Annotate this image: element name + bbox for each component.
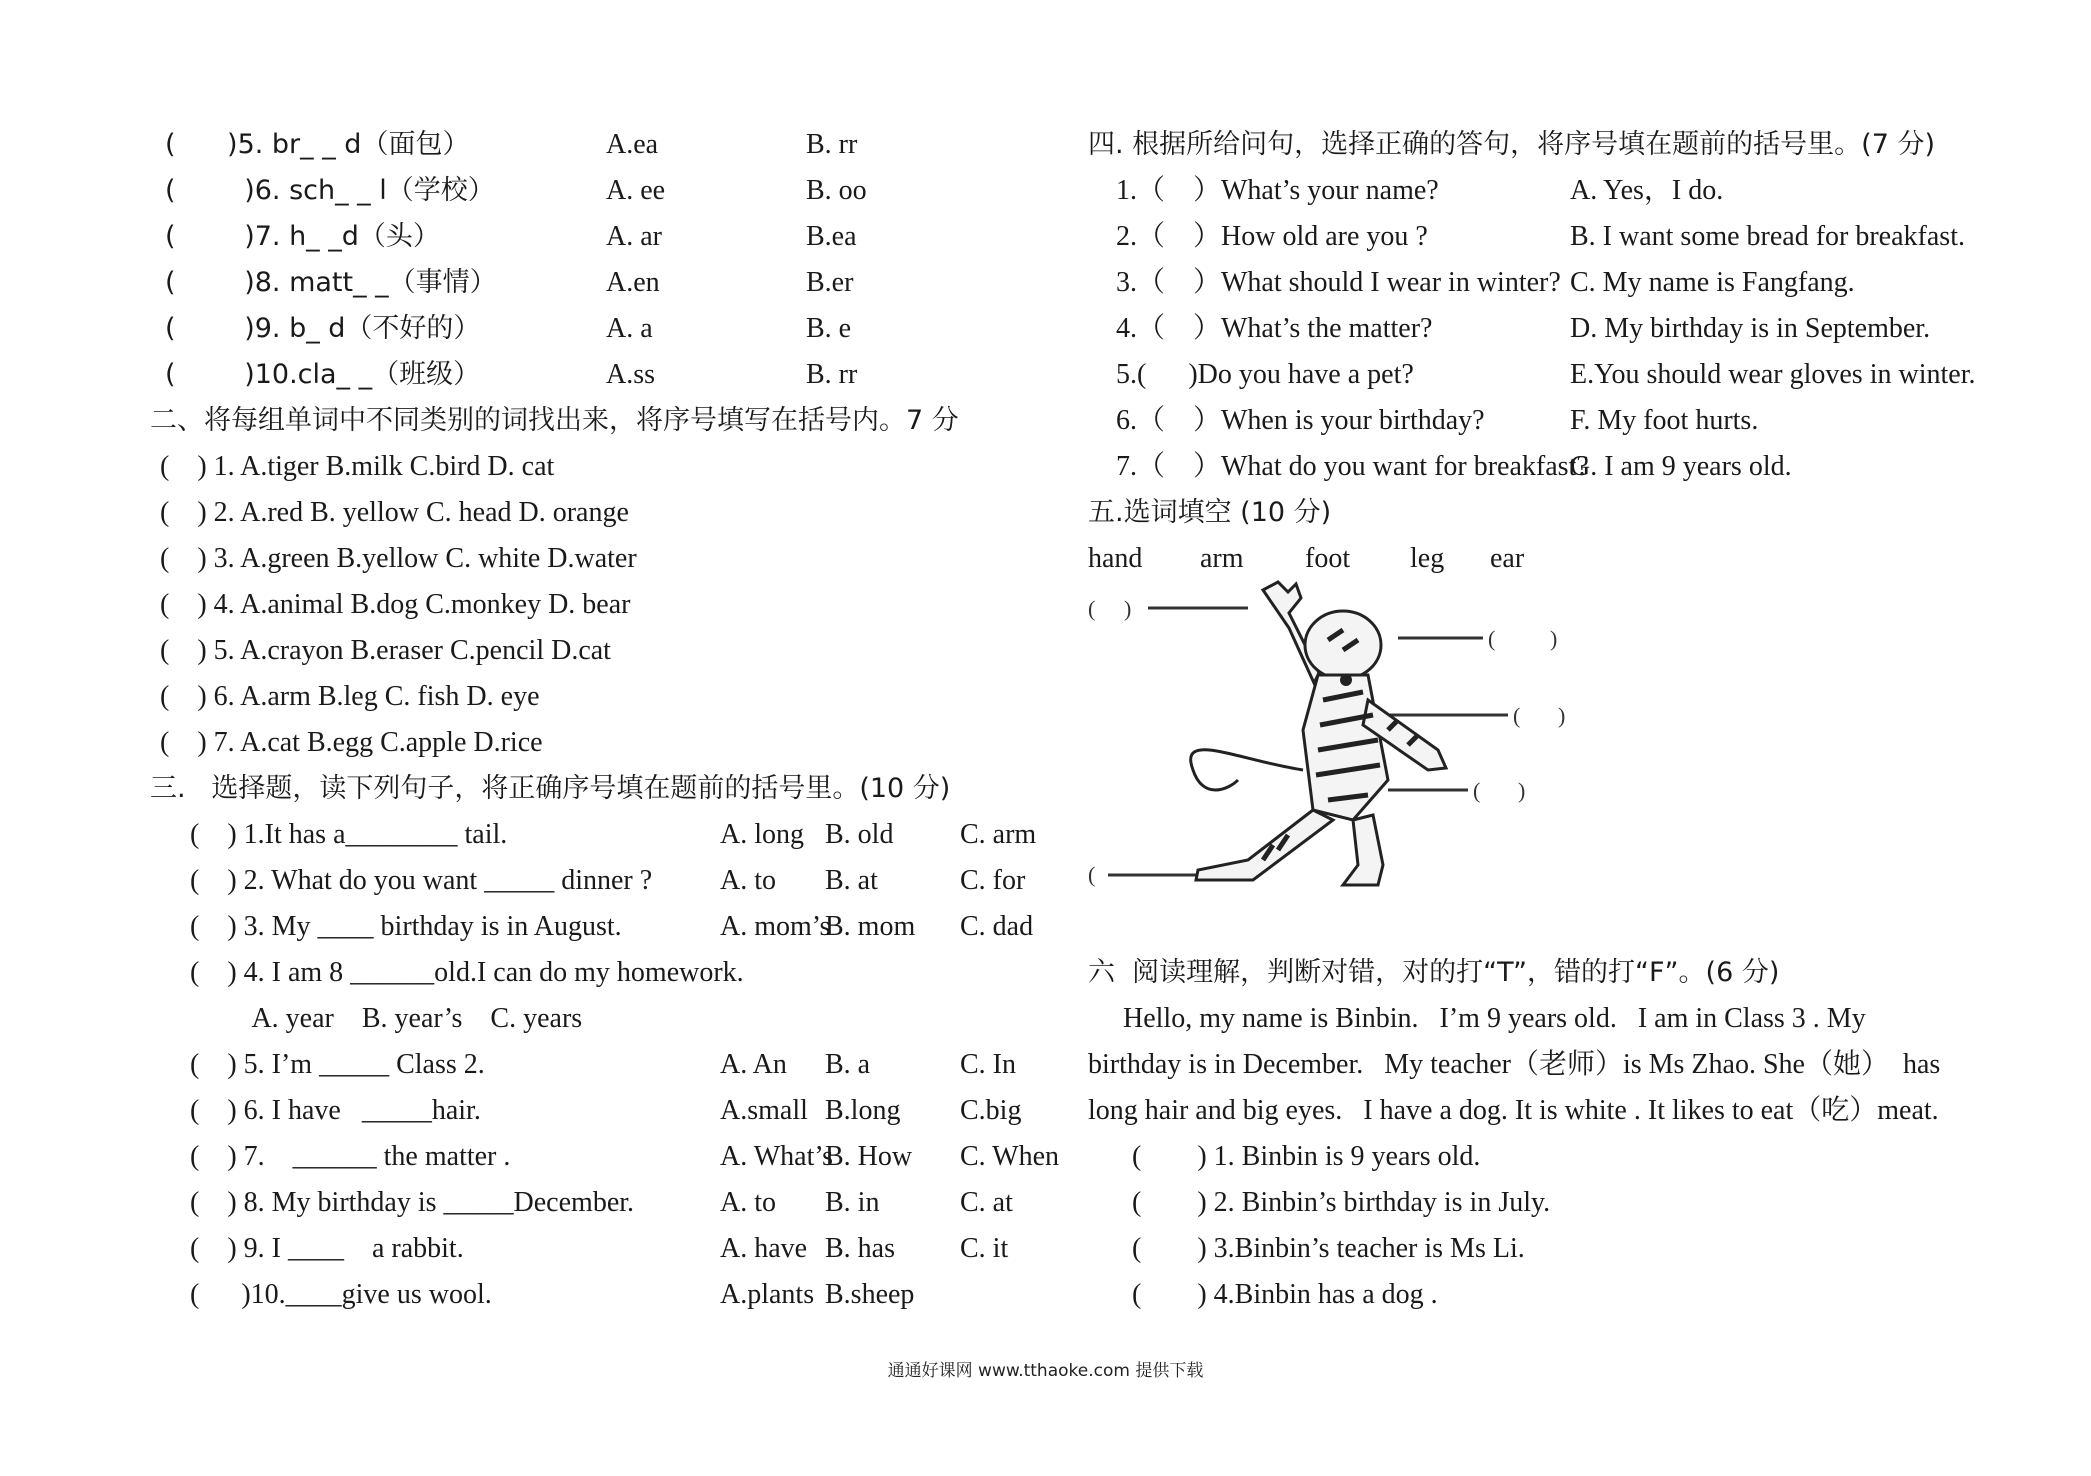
p2-row: ( ) 3. A.green B.yellow C. white D.water — [160, 543, 637, 574]
p6-row: ( ) 3.Binbin’s teacher is Ms Li. — [1132, 1233, 1525, 1264]
p4-answer: A. Yes，I do. — [1570, 175, 1724, 206]
p3-option-b: B. has — [825, 1233, 895, 1264]
svg-text:): ) — [1550, 626, 1558, 651]
p3-question: ( ) 3. My ____ birthday is in August. — [190, 911, 622, 942]
svg-text:(: ( — [1473, 778, 1481, 803]
p2-row: ( ) 5. A.crayon B.eraser C.pencil D.cat — [160, 635, 611, 666]
p1-option-b: B.ea — [806, 221, 857, 252]
p3-option-a: A. to — [720, 1187, 776, 1218]
p4-question: 7.（ ）What do you want for breakfast? — [1116, 451, 1589, 482]
p4-question: 3.（ ）What should I wear in winter? — [1116, 267, 1561, 298]
p1-question: ( )9. b_ d（不好的） — [165, 313, 481, 344]
svg-text:(: ( — [1513, 703, 1521, 728]
p2-row: ( ) 7. A.cat B.egg C.apple D.rice — [160, 727, 543, 758]
p3-question: ( ) 8. My birthday is _____December. — [190, 1187, 635, 1218]
p4-title: 四. 根据所给问句，选择正确的答句，将序号填在题前的括号里。(7 分) — [1088, 129, 1935, 160]
p6-passage-line: long hair and big eyes. I have a dog. It is white . It likes to eat（吃）meat. — [1088, 1095, 1939, 1126]
p3-option-a: A. An — [720, 1049, 787, 1080]
p1-option-b: B. rr — [806, 359, 858, 390]
p6-passage-line: birthday is in December. My teacher（老师）is Ms Zhao. She（她） has — [1088, 1049, 1941, 1080]
p3-option-c: C. at — [960, 1187, 1013, 1218]
svg-text:): ) — [1518, 778, 1526, 803]
p3-option-c: C. it — [960, 1233, 1009, 1264]
p3-question: A. year B. year’s C. years — [190, 1003, 583, 1034]
p1-question: ( )10.cla_ _（班级） — [165, 359, 481, 390]
p1-option-a: A. ar — [606, 221, 662, 252]
p3-option-a: A. mom’s — [720, 911, 831, 942]
p3-question: ( ) 2. What do you want _____ dinner ? — [190, 865, 653, 896]
p3-option-b: B.long — [825, 1095, 901, 1126]
p2-row: ( ) 2. A.red B. yellow C. head D. orange — [160, 497, 629, 528]
p3-option-b: B. a — [825, 1049, 871, 1080]
p3-option-c: C. When — [960, 1141, 1060, 1172]
p5-word: ear — [1490, 543, 1525, 574]
p3-option-a: A.small — [720, 1095, 808, 1126]
p1-option-a: A. ee — [606, 175, 666, 206]
p3-question: ( ) 9. I ____ a rabbit. — [190, 1233, 464, 1264]
p3-question: ( ) 6. I have _____hair. — [190, 1095, 481, 1126]
p3-option-c: C. In — [960, 1049, 1016, 1080]
p6-row: ( ) 1. Binbin is 9 years old. — [1132, 1141, 1481, 1172]
p4-question: 5.( )Do you have a pet? — [1116, 359, 1414, 390]
p3-option-b: B. in — [825, 1187, 880, 1218]
p1-option-a: A.en — [606, 267, 660, 298]
p3-option-a: A. long — [720, 819, 804, 850]
p3-question: ( ) 5. I’m _____ Class 2. — [190, 1049, 485, 1080]
p3-option-b: B. mom — [825, 911, 916, 942]
p4-answer: B. I want some bread for breakfast. — [1570, 221, 1965, 252]
p4-question: 2.（ ）How old are you ? — [1116, 221, 1428, 252]
p1-option-b: B. rr — [806, 129, 858, 160]
p3-option-b: B.sheep — [825, 1279, 915, 1310]
p3-question: ( )10.____give us wool. — [190, 1279, 492, 1310]
p1-option-a: A.ea — [606, 129, 659, 160]
p3-option-c: C.big — [960, 1095, 1022, 1126]
p6-passage-line: Hello, my name is Binbin. I’m 9 years old. I am in Class 3 . My — [1088, 1003, 1866, 1034]
p3-option-a: A. What’s — [720, 1141, 834, 1172]
p1-option-a: A.ss — [606, 359, 656, 390]
p4-answer: F. My foot hurts. — [1570, 405, 1759, 436]
p6-row: ( ) 4.Binbin has a dog . — [1132, 1279, 1438, 1310]
p3-question: ( ) 7. ______ the matter . — [190, 1141, 511, 1172]
p4-answer: C. My name is Fangfang. — [1570, 267, 1855, 298]
p1-question: ( )6. sch_ _ l（学校） — [165, 175, 495, 206]
p6-row: ( ) 2. Binbin’s birthday is in July. — [1132, 1187, 1551, 1218]
p3-question: ( ) 1.It has a________ tail. — [190, 819, 508, 850]
p6-title: 六 阅读理解，判断对错，对的打“T”，错的打“F”。(6 分) — [1088, 957, 1780, 988]
svg-text:(: ( — [1088, 862, 1096, 887]
p1-option-b: B.er — [806, 267, 854, 298]
p2-row: ( ) 1. A.tiger B.milk C.bird D. cat — [160, 451, 555, 482]
p4-answer: G. I am 9 years old. — [1570, 451, 1792, 482]
p2-title: 二、将每组单词中不同类别的词找出来，将序号填写在括号内。7 分 — [150, 405, 959, 436]
p5-word: arm — [1200, 543, 1244, 574]
p3-option-c: C. for — [960, 865, 1026, 896]
p3-question: ( ) 4. I am 8 ______old.I can do my homework. — [190, 957, 744, 988]
p1-question: ( )7. h_ _d（头） — [165, 221, 440, 252]
p3-option-c: C. dad — [960, 911, 1034, 942]
p3-option-a: A.plants — [720, 1279, 815, 1310]
p3-option-b: B. How — [825, 1141, 913, 1172]
p5-title: 五.选词填空 (10 分) — [1088, 497, 1332, 528]
p4-answer: E.You should wear gloves in winter. — [1570, 359, 1976, 390]
p3-option-b: B. at — [825, 865, 878, 896]
svg-text:(: ( — [1088, 596, 1096, 621]
tiger-figure — [1088, 580, 1608, 900]
p4-question: 4.（ ）What’s the matter? — [1116, 313, 1433, 344]
p4-question: 1.（ ）What’s your name? — [1116, 175, 1439, 206]
p1-option-a: A. a — [606, 313, 653, 344]
p5-word: foot — [1305, 543, 1351, 574]
p3-option-a: A. have — [720, 1233, 808, 1264]
footer: 通通好课网 www.tthaoke.com 提供下载 — [887, 1361, 1204, 1381]
p4-answer: D. My birthday is in September. — [1570, 313, 1931, 344]
p4-question: 6.（ ）When is your birthday? — [1116, 405, 1485, 436]
p1-option-b: B. e — [806, 313, 852, 344]
p2-row: ( ) 4. A.animal B.dog C.monkey D. bear — [160, 589, 631, 620]
svg-text:): ) — [1124, 596, 1132, 621]
p2-row: ( ) 6. A.arm B.leg C. fish D. eye — [160, 681, 540, 712]
p3-title: 三. 选择题，读下列句子，将正确序号填在题前的括号里。(10 分) — [150, 773, 951, 804]
p1-question: ( )8. matt_ _（事情） — [165, 267, 497, 298]
p5-word: hand — [1088, 543, 1143, 574]
svg-text:(: ( — [1488, 626, 1496, 651]
svg-text:): ) — [1558, 703, 1566, 728]
p3-option-b: B. old — [825, 819, 894, 850]
p1-question: ( )5. br_ _ d（面包） — [165, 129, 470, 160]
p3-option-a: A. to — [720, 865, 776, 896]
p1-option-b: B. oo — [806, 175, 867, 206]
p5-word: leg — [1410, 543, 1445, 574]
p3-option-c: C. arm — [960, 819, 1037, 850]
